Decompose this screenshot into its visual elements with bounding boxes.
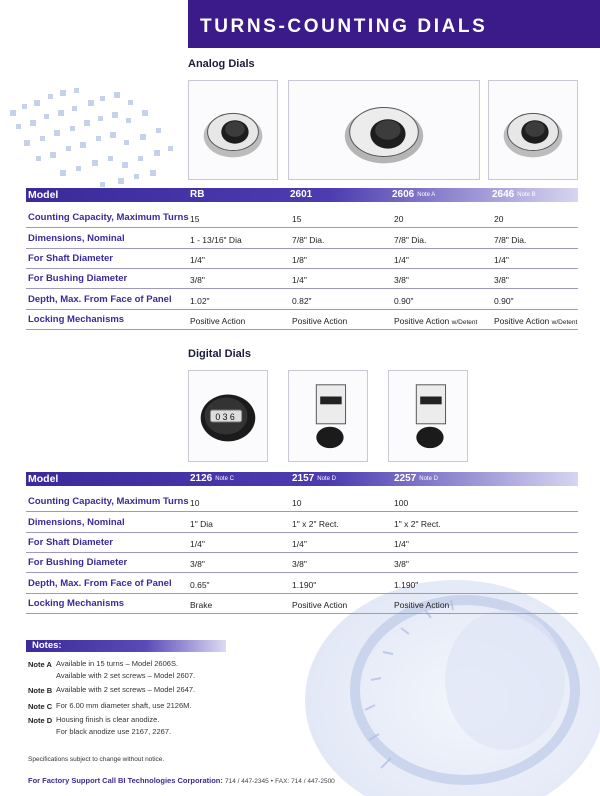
model-rb: RB xyxy=(190,189,205,200)
row-value: 10 xyxy=(292,498,302,508)
photo-rb-dial xyxy=(188,80,278,180)
model-label: Model xyxy=(28,473,59,485)
row-value: 3/8" xyxy=(190,559,205,569)
row-value: 7/8" Dia. xyxy=(394,235,427,245)
row-value: 1/4" xyxy=(292,539,307,549)
row-label: For Bushing Diameter xyxy=(28,557,128,568)
notes-header xyxy=(26,640,226,652)
row-value: 1/8" xyxy=(292,255,307,265)
row-value: Positive Action xyxy=(394,600,450,610)
model-2601: 2601 xyxy=(290,189,313,200)
row-value: 3/8" xyxy=(190,275,205,285)
note-d-text-1: Housing finish is clear anodize. xyxy=(56,715,160,724)
note-b-key: Note B xyxy=(28,686,53,695)
row-label: Locking Mechanisms xyxy=(28,314,125,325)
model-2646: 2646 $^{Note B}$ xyxy=(492,189,536,200)
footer-contact xyxy=(28,776,335,785)
row-value: 7/8" Dia. xyxy=(292,235,325,245)
footer-phone: 714 / 447-2345 xyxy=(224,778,269,785)
row-value: 3/8" xyxy=(292,559,307,569)
model-2126: 2126 $^{Note C}$ xyxy=(190,473,234,484)
row-label: Depth, Max. From Face of Panel xyxy=(28,578,172,589)
row-value: 15 xyxy=(292,214,302,224)
row-value: 3/8" xyxy=(394,275,409,285)
row-value: 1.02" xyxy=(190,296,210,306)
row-value: 1/4" xyxy=(190,539,205,549)
digital-section-title: Digital Dials xyxy=(188,348,251,360)
row-value: 1/4" xyxy=(394,255,409,265)
row-value: Positive Action xyxy=(190,316,246,326)
digital-row xyxy=(26,553,578,573)
note-c-key: Note C xyxy=(28,702,53,711)
note-a-text-2: Available with 2 set screws – Model 2607. xyxy=(56,671,196,680)
model-2606: 2606 $^{Note A}$ xyxy=(392,189,436,200)
digital-row xyxy=(26,492,578,512)
analog-row xyxy=(26,310,578,330)
row-label: Locking Mechanisms xyxy=(28,598,125,609)
row-label: Dimensions, Nominal xyxy=(28,233,125,244)
row-value: 1" x 2" Rect. xyxy=(292,519,339,529)
row-value: Positive Action xyxy=(292,316,348,326)
digital-row xyxy=(26,574,578,594)
photo-2126-dial xyxy=(188,370,268,462)
analog-model-header xyxy=(26,188,578,202)
row-value: 0.90" xyxy=(394,296,414,306)
row-value: 3/8" xyxy=(494,275,509,285)
row-value: Brake xyxy=(190,600,213,610)
note-b-text-1: Available with 2 set screws – Model 2647. xyxy=(56,685,196,694)
row-label: For Shaft Diameter xyxy=(28,253,113,264)
svg-text:0 3 6: 0 3 6 xyxy=(215,411,235,422)
row-value: 7/8" Dia. xyxy=(494,235,527,245)
row-value: 1/4" xyxy=(494,255,509,265)
footer-main: For Factory Support Call BI Technologies Corporation: xyxy=(28,776,223,785)
row-value: 1.190" xyxy=(292,580,317,590)
photo-2157-dial xyxy=(288,370,368,462)
row-value: 3/8" xyxy=(394,559,409,569)
row-value: Positive Action xyxy=(292,600,348,610)
row-value: 0.82" xyxy=(292,296,312,306)
analog-row xyxy=(26,208,578,228)
analog-row xyxy=(26,269,578,289)
row-label: For Shaft Diameter xyxy=(28,537,113,548)
digital-row xyxy=(26,594,578,614)
row-value: 1" x 2" Rect. xyxy=(394,519,441,529)
note-a-text-1: Available in 15 turns – Model 2606S. xyxy=(56,659,179,668)
row-value: 0.65" xyxy=(190,580,210,590)
title-banner xyxy=(188,0,600,48)
row-label: Dimensions, Nominal xyxy=(28,517,125,528)
row-value: 1.190" xyxy=(394,580,419,590)
row-label: Depth, Max. From Face of Panel xyxy=(28,294,172,305)
row-value: 20 xyxy=(394,214,404,224)
footer-sep: • xyxy=(270,778,274,785)
row-value: 1/4" xyxy=(394,539,409,549)
analog-row xyxy=(26,249,578,269)
note-c-text-1: For 6.00 mm diameter shaft, use 2126M. xyxy=(56,701,192,710)
photo-2646-dial xyxy=(488,80,578,180)
digital-row xyxy=(26,513,578,533)
notes-title: Notes: xyxy=(32,640,62,651)
row-value: Positive Action w/Detent xyxy=(494,316,578,326)
analog-row xyxy=(26,290,578,310)
row-value: 0.90" xyxy=(494,296,514,306)
note-d-text-2: For black anodize use 2167, 2267. xyxy=(56,727,172,736)
row-value: 1 - 13/16" Dia xyxy=(190,235,242,245)
row-value: 1/4" xyxy=(292,275,307,285)
note-a-key: Note A xyxy=(28,660,52,669)
page-title: TURNS-COUNTING DIALS xyxy=(200,16,488,37)
row-value: Positive Action w/Detent xyxy=(394,316,478,326)
analog-section-title: Analog Dials xyxy=(188,58,255,70)
photo-2601-dial xyxy=(288,80,480,180)
row-value: 10 xyxy=(190,498,200,508)
row-value: 15 xyxy=(190,214,200,224)
photo-2257-dial xyxy=(388,370,468,462)
note-d-key: Note D xyxy=(28,716,53,725)
digital-model-header xyxy=(26,472,578,486)
model-2257: 2257 $^{Note D}$ xyxy=(394,473,438,484)
footer-fax: FAX: 714 / 447-2500 xyxy=(275,778,335,785)
row-value: 1/4" xyxy=(190,255,205,265)
model-label: Model xyxy=(28,189,59,201)
fine-print: Specifications subject to change without notice. xyxy=(28,756,165,763)
row-label: For Bushing Diameter xyxy=(28,273,128,284)
row-label: Counting Capacity, Maximum Turns xyxy=(28,212,189,223)
analog-row xyxy=(26,229,578,249)
row-value: 100 xyxy=(394,498,409,508)
row-label: Counting Capacity, Maximum Turns xyxy=(28,496,189,507)
model-2157: 2157 $^{Note D}$ xyxy=(292,473,336,484)
row-value: 20 xyxy=(494,214,504,224)
digital-row xyxy=(26,533,578,553)
row-value: 1" Dia xyxy=(190,519,213,529)
